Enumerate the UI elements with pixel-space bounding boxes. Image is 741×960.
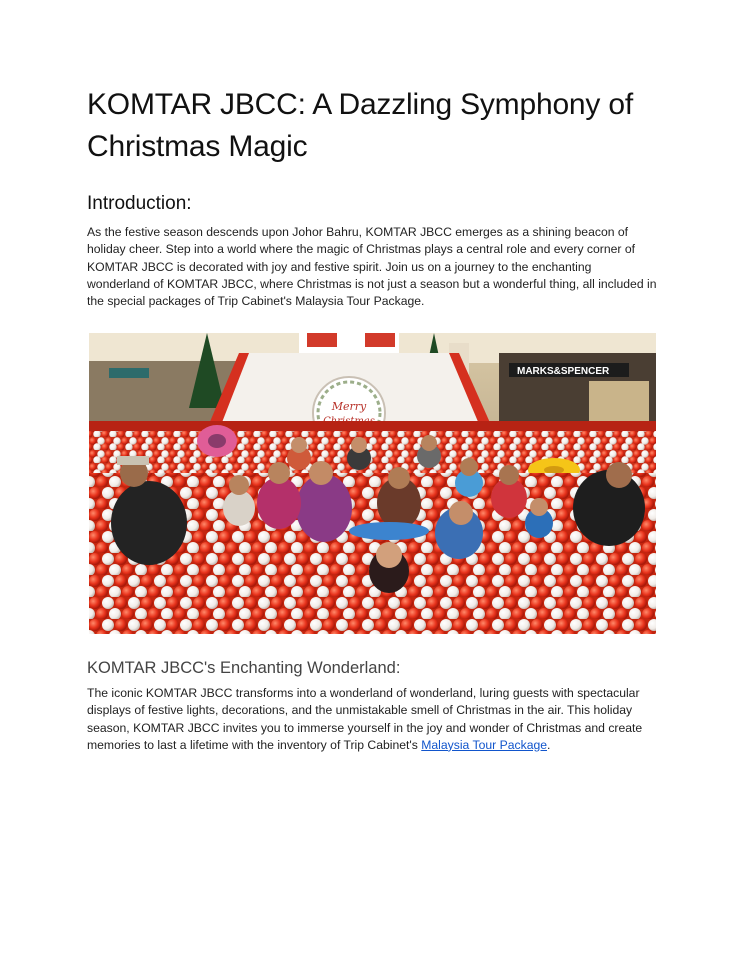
store-sign: MARKS&SPENCER — [517, 366, 610, 377]
malaysia-tour-package-link[interactable]: Malaysia Tour Package — [421, 737, 548, 752]
section-paragraph — [87, 685, 657, 754]
link-period: . — [547, 737, 551, 752]
section-text: The iconic KOMTAR JBCC transforms into a wonderland of wonderland, luring guests with spectacular displays of festive lights, decorations, and the unmistakable smell of Christmas in the air. This holiday season, KOMTAR JBCC invites you to immerse yourself in the joy and wonder of Christmas and create memories to last a lifetime with the inventory of Trip Cabinet's — [87, 686, 643, 752]
intro-paragraph: As the festive season descends upon Johor Bahru, KOMTAR JBCC emerges as a shining beacon of holiday cheer. Step into a world where the magic of Christmas plays a central role and every corner of KOMTAR JBCC is decorated with joy and festive spirit. Join us on a journey to the enchanting wonderland of KOMTAR JBCC, where Christmas is not just a season but a wonderful thing, all included in the special packages of Trip Cabinet's Malaysia Tour Package. — [87, 225, 657, 309]
article-title: KOMTAR JBCC: A Dazzling Symphony of Christmas Magic — [87, 88, 633, 163]
section-heading: KOMTAR JBCC's Enchanting Wonderland: — [87, 659, 401, 677]
intro-heading: Introduction: — [87, 193, 192, 214]
banner-merry: Merry — [331, 400, 367, 413]
christmas-ball-pit-photo — [89, 333, 656, 634]
